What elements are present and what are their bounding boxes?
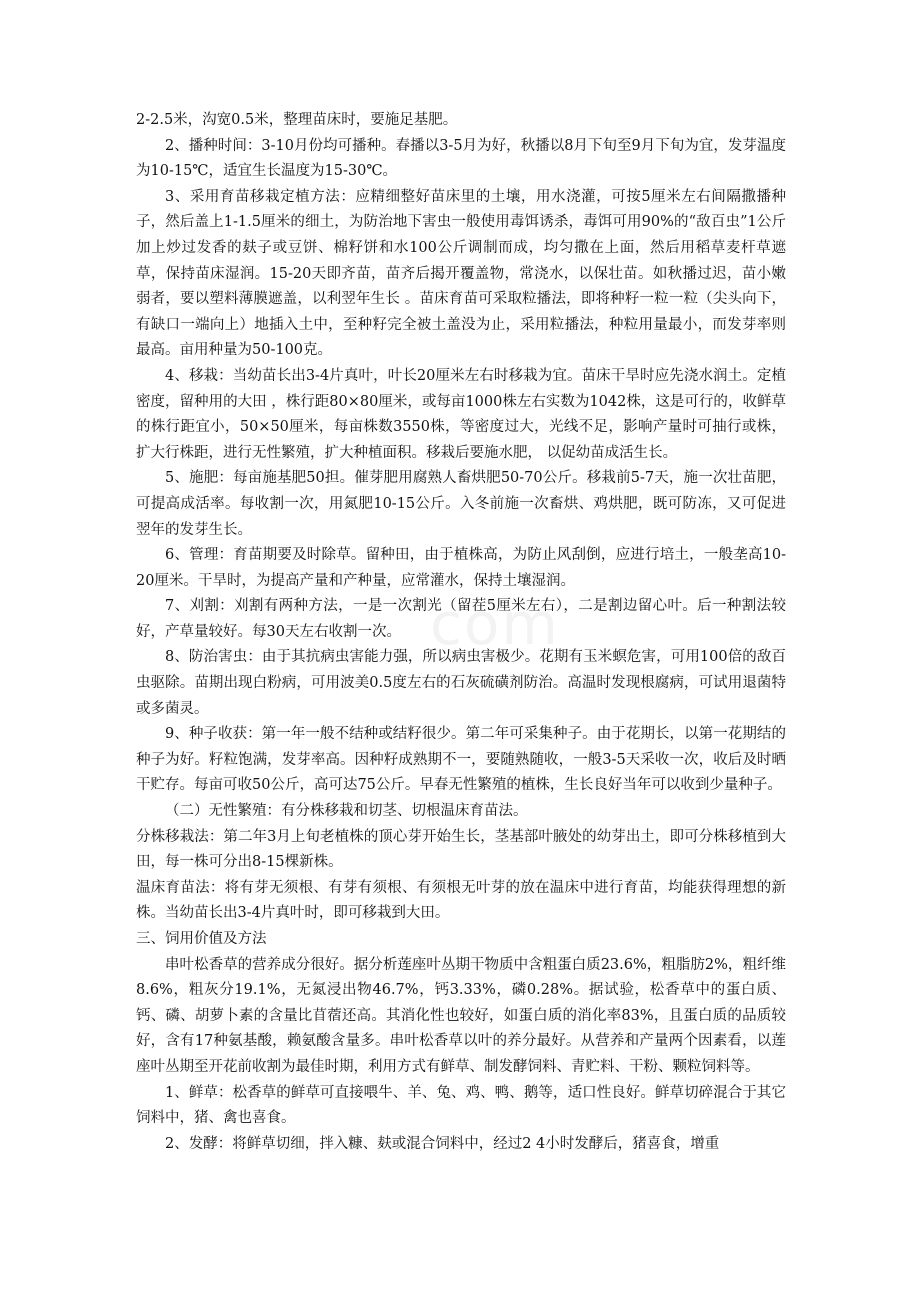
paragraph: （二）无性繁殖：有分株移栽和切茎、切根温床育苗法。 xyxy=(165,803,528,820)
paragraph: 9、种子收获：第一年一般不结种或结籽很少。第二年可采集种子。由于花期长，以第一花期结的种子为好。籽粒饱满，发芽率高。因种籽成熟期不一，要随熟随收，一般3-5天采收一次，收后及时晒干贮存。每亩可收50公斤，高可达75公斤。早春无性繁殖的植株，生长良好当年可以收到少量种子。 xyxy=(136,726,786,794)
paragraph: 8、防治害虫：由于其抗病虫害能力强，所以病虫害极少。花期有玉米螟危害，可用100倍的敌百虫驱除。苗期出现白粉病，可用波美0.5度左右的石灰硫磺剂防治。高温时发现根腐病，可试用退菌特或多菌灵。 xyxy=(136,649,786,717)
paragraph: 三、饲用价值及方法 xyxy=(136,931,267,947)
paragraph: 温床育苗法：将有芽无须根、有芽有须根、有须根无叶芽的放在温床中进行育苗，均能获得理想的新株。当幼苗长出3-4片真叶时，即可移栽到大田。 xyxy=(136,879,786,922)
paragraph: 6、管理：育苗期要及时除草。留种田，由于植株高，为防止风刮倒，应进行培土，一般垄高10-20厘米。干旱时，为提高产量和产种量，应常灌水，保持土壤湿润。 xyxy=(136,547,786,589)
paragraph: 7、刈割：刈割有两种方法，一是一次割光（留茬5厘米左右），二是割边留心叶。后一种割法较好，产草量较好。每30天左右收割一次。 xyxy=(136,598,786,640)
paragraph: 4、移栽：当幼苗长出3-4片真叶，叶长20厘米左右时移栽为宜。苗床干旱时应先浇水润土。定植密度，留种用的大田 ，株行距80×80厘米，或每亩1000株左右实数为1042株，这是可行的，收鲜草的株行距宜小，50×50厘米，每亩株数3550株，等密度过大，光线不足，影响产量时可抽行或株，扩大行株距，进行无性繁殖，扩大种植面积。移栽后要施水肥， 以促幼苗成活生长。 xyxy=(136,367,786,461)
paragraph: 5、施肥：每亩施基肥50担。催芽肥用腐熟人畜烘肥50-70公斤。移栽前5-7天，施一次壮苗肥，可提高成活率。每收割一次，用氮肥10-15公斤。入冬前施一次畜烘、鸡烘肥，既可防冻，又可促进翌年的发芽生长。 xyxy=(136,470,786,538)
paragraph: 分株移栽法：第二年3月上旬老植株的顶心芽开始生长，茎基部叶腋处的幼芽出土，即可分株移植到大田，每一株可分出8-15棵新株。 xyxy=(136,828,786,871)
paragraph: 3、采用育苗移栽定植方法：应精细整好苗床里的土壤，用水浇灌，可按5厘米左右间隔撒播种子，然后盖上1-1.5厘米的细土，为防治地下害虫一般使用毒饵诱杀，毒饵可用90%的“敌百虫”1公斤加上炒过发香的麸子或豆饼、棉籽饼和水100公斤调制而成，均匀撒在上面，然后用稻草麦杆草遮草，保持苗床湿润。15-20天即齐苗，苗齐后揭开覆盖物，常浇水，以保壮苗。如秋播过迟，苗小嫩弱者，要以塑料薄膜遮盖，以利翌年生长 。苗床育苗可采取粒播法，即将种籽一粒一粒（尖头向下，有缺口一端向上）地插入土中，至种籽完全被土盖没为止，采用粒播法，种粒用量最小，而发芽率则最高。亩用种量为50-100克。 xyxy=(136,188,786,359)
paragraph: 2-2.5米，沟宽0.5米，整理苗床时，要施足基肥。 xyxy=(136,112,458,128)
paragraph: 2、发酵：将鲜草切细，拌入糠、麸或混合饲料中，经过2 4小时发酵后，猪喜食，增重 xyxy=(165,1135,720,1152)
watermark: com xyxy=(430,590,560,658)
paragraph: 2、播种时间：3-10月份均可播种。春播以3-5月为好，秋播以8月下旬至9月下旬为宜，发芽温度为10-15℃，适宜生长温度为15-30℃。 xyxy=(136,137,786,180)
document-body xyxy=(136,108,786,1157)
paragraph: 串叶松香草的营养成分很好。据分析莲座叶丛期干物质中含粗蛋白质23.6%，粗脂肪2%，粗纤维8.6%，粗灰分19.1%，无氮浸出物46.7%，钙3.33%，磷0.28%。据试验，松香草中的蛋白质、钙、磷、胡萝卜素的含量比苜蓿还高。其消化性也较好，如蛋白质的消化率83%，且蛋白质的品质较好，含有17种氨基酸，赖氨酸含量多。串叶松香草以叶的养分最好。从营养和产量两个因素看，以莲座叶丛期至开花前收割为最佳时期，利用方式有鲜草、制发酵饲料、青贮料、干粉、颗粒饲料等。 xyxy=(136,956,786,1075)
paragraph: 1、鲜草：松香草的鲜草可直接喂牛、羊、兔、鸡、鸭、鹅等，适口性良好。鲜草切碎混合于其它饲料中，猪、禽也喜食。 xyxy=(136,1084,786,1127)
